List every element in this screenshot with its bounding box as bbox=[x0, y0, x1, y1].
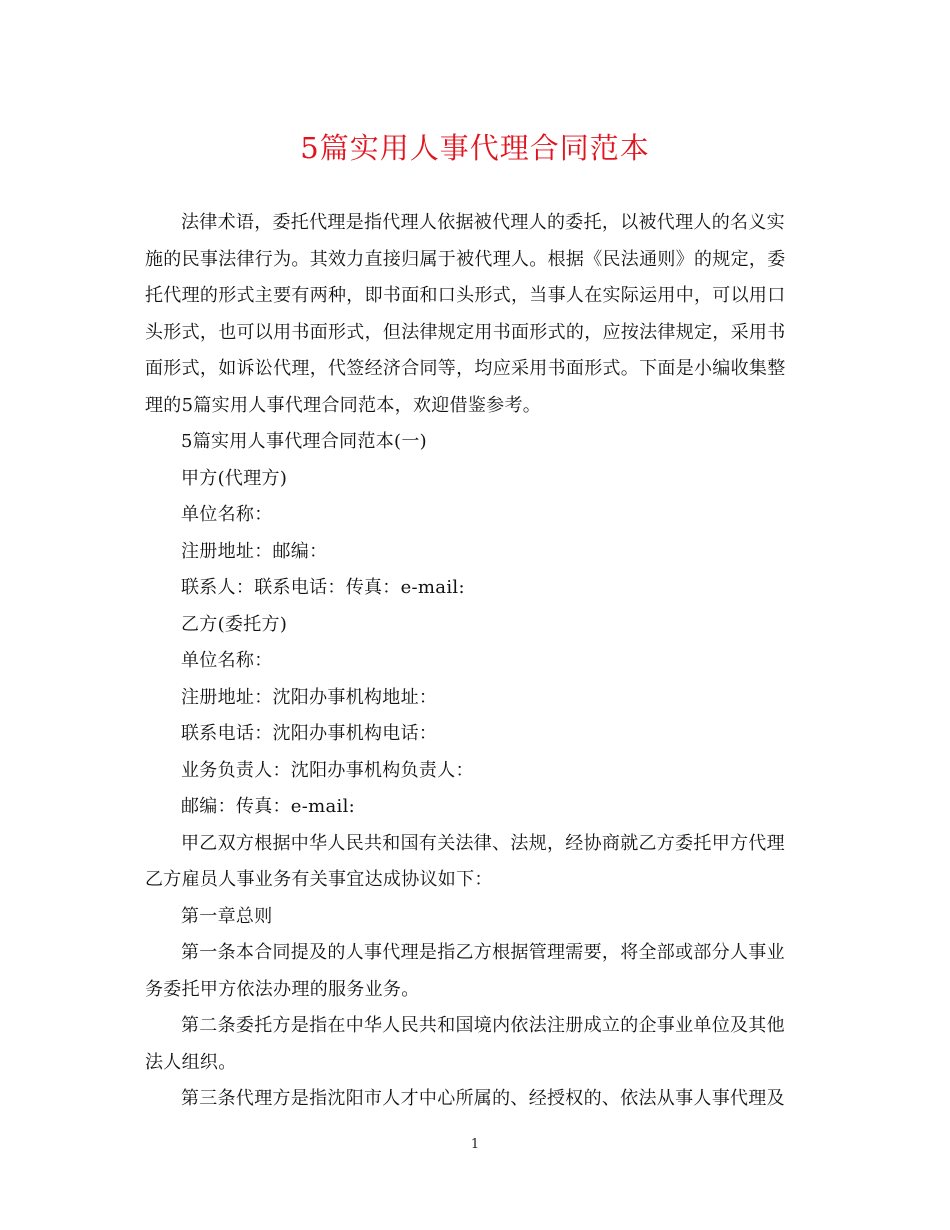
page-number: 1 bbox=[470, 1137, 480, 1152]
party-b-heading: 乙方(委托方) bbox=[181, 613, 288, 635]
party-a-heading: 甲方(代理方) bbox=[181, 467, 288, 489]
article-2: 第二条委托方是指在中华人民共和国境内依法注册成立的企事业单位及其他法人组织。 bbox=[145, 1015, 785, 1073]
party-b-manager: 业务负责人：沈阳办事机构负责人： bbox=[181, 759, 474, 781]
party-b-address: 注册地址：沈阳办事机构地址： bbox=[181, 686, 438, 708]
party-b-phone: 联系电话：沈阳办事机构电话： bbox=[181, 723, 438, 744]
document-title: 5篇实用人事代理合同范本 bbox=[300, 131, 650, 165]
party-b-unit-name: 单位名称： bbox=[181, 650, 273, 671]
article-1: 第一条本合同提及的人事代理是指乙方根据管理需要，将全部或部分人事业务委托甲方依法办理的服务业务。 bbox=[145, 942, 785, 1000]
party-a-address: 注册地址：邮编： bbox=[181, 540, 328, 562]
party-a-contact: 联系人：联系电话：传真：e-mail: bbox=[181, 577, 465, 598]
party-b-postcode-fax: 邮编：传真：e-mail: bbox=[181, 796, 356, 817]
section-heading: 5篇实用人事代理合同范本(一) bbox=[181, 431, 427, 452]
agreement-preamble: 甲乙双方根据中华人民共和国有关法律、法规，经协商就乙方委托甲方代理乙方雇员人事业务有关事宜达成协议如下： bbox=[145, 832, 785, 890]
article-3: 第三条代理方是指沈阳市人才中心所属的、经授权的、依法从事人事代理及 bbox=[181, 1088, 785, 1109]
chapter-heading: 第一章总则 bbox=[181, 905, 273, 927]
document-body bbox=[145, 205, 800, 1118]
party-a-unit-name: 单位名称： bbox=[181, 504, 273, 525]
intro-paragraph: 法律术语，委托代理是指代理人依据被代理人的委托，以被代理人的名义实施的民事法律行为。其效力直接归属于被代理人。根据《民法通则》的规定，委托代理的形式主要有两种，即书面和口头形式，当事人在实际运用中，可以用口头形式，也可以用书面形式，但法律规定用书面形式的，应按法律规定，采用书面形式，如诉讼代理，代签经济合同等，均应采用书面形式。下面是小编收集整理的5篇实用人事代理合同范本，欢迎借鉴参考。 bbox=[145, 212, 786, 416]
